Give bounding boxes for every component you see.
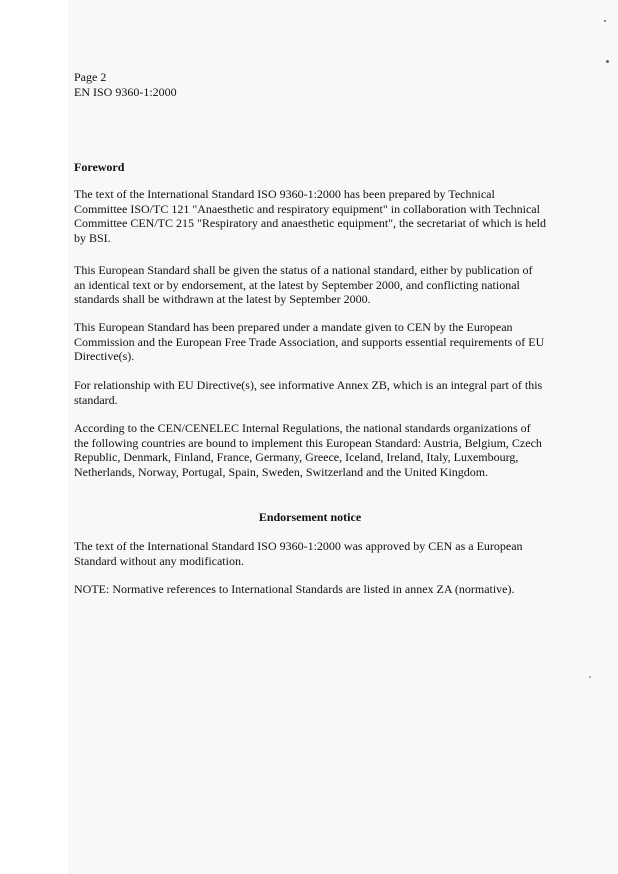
foreword-paragraph: The text of the International Standard ISO 9360-1:2000 has been prepared by Technical Committee ISO/TC 121 "Anaesthetic and respiratory equipment" in collaboration with Technical Committee CEN/TC 215 "Respiratory and anaesthetic equipment", the secretariat of which is held by BSI. [74, 187, 547, 245]
document-id: EN ISO 9360-1:2000 [74, 84, 177, 99]
scan-speck [589, 676, 591, 678]
scan-speck [604, 20, 606, 22]
scan-speck [606, 60, 609, 63]
document-content [74, 70, 547, 596]
page-number: Page 2 [74, 70, 107, 84]
foreword-paragraph: For relationship with EU Directive(s), see informative Annex ZB, which is an integral part of this standard. [74, 378, 543, 407]
endorsement-heading: Endorsement notice [258, 510, 362, 524]
foreword-heading: Foreword [74, 160, 125, 174]
foreword-paragraph: This European Standard shall be given the status of a national standard, either by publication of an identical text or by endorsement, at the latest by September 2000, and conflicting national standards shall be withdrawn at the latest by September 2000. [74, 263, 533, 306]
endorsement-paragraph: The text of the International Standard ISO 9360-1:2000 was approved by CEN as a European Standard without any modification. [74, 539, 523, 568]
normative-note: NOTE: Normative references to International Standards are listed in annex ZA (normative). [74, 582, 515, 596]
foreword-paragraph: According to the CEN/CENELEC Internal Regulations, the national standards organizations of the following countries are bound to implement this European Standard: Austria, Belgium, Czech Republic, Denmark, Finland, France, Germany, Greece, Iceland, Ireland, Italy, Luxembourg, Netherlands, Norway, Portugal, Spain, Sweden, Switzerland and the United Kingdom. [74, 421, 542, 479]
foreword-paragraph: This European Standard has been prepared under a mandate given to CEN by the European Commission and the European Free Trade Association, and supports essential requirements of EU Directive(s). [74, 320, 545, 363]
